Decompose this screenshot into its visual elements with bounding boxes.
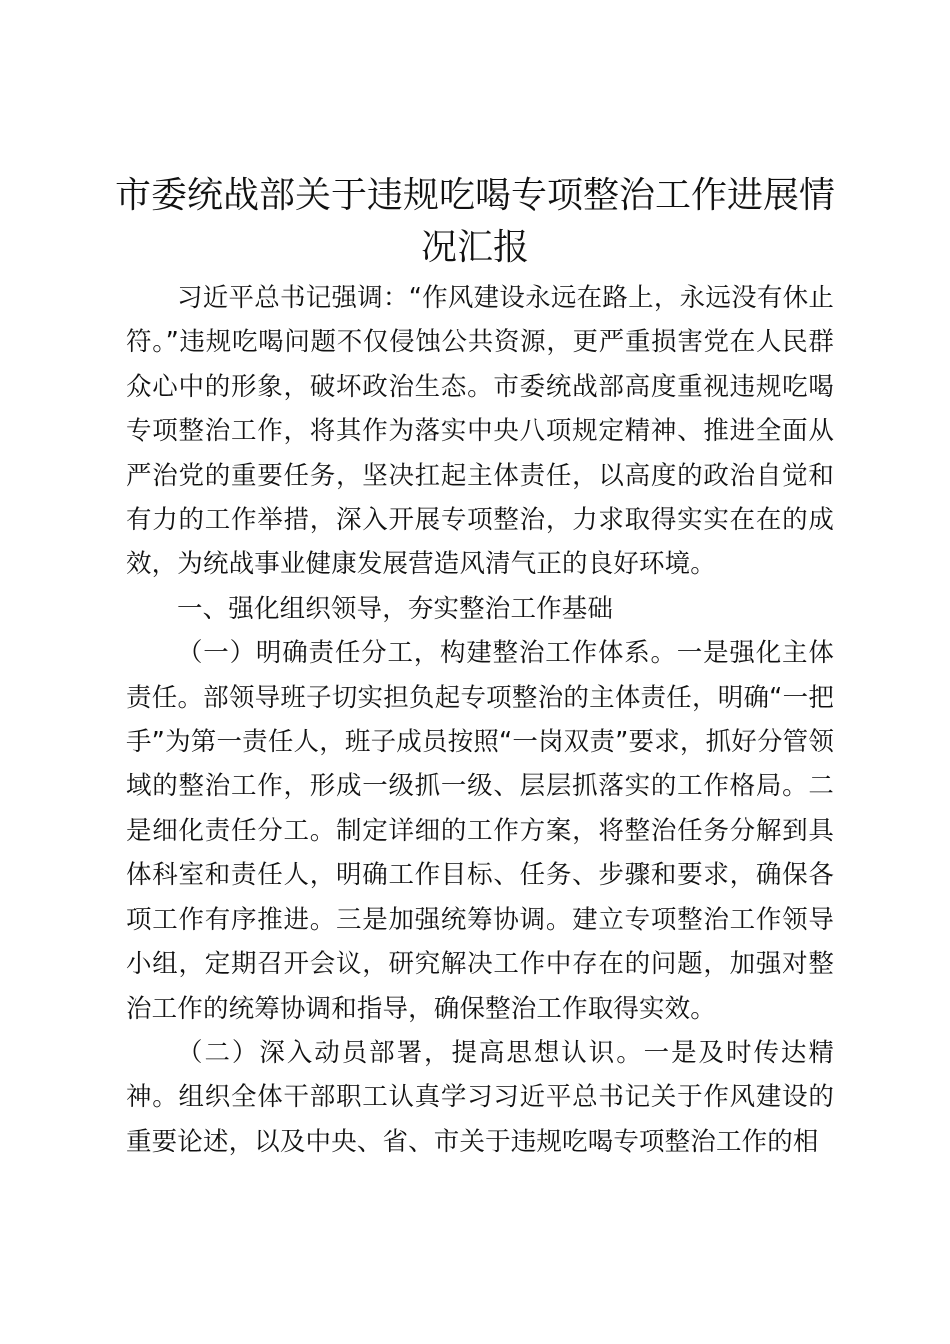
subsection-paragraph-2: （二）深入动员部署，提高思想认识。一是及时传达精神。组织全体干部职工认真学习习近平总书记关于作风建设的重要论述，以及中央、省、市关于违规吃喝专项整治工作的相 xyxy=(126,1037,834,1157)
intro-paragraph: 习近平总书记强调：“作风建设永远在路上，永远没有休止符。”违规吃喝问题不仅侵蚀公共资源，更严重损害党在人民群众心中的形象，破坏政治生态。市委统战部高度重视违规吃喝专项整治工作，将其作为落实中央八项规定精神、推进全面从严治党的重要任务，坚决扛起主体责任，以高度的政治自觉和有力的工作举措，深入开展专项整治，力求取得实实在在的成效，为统战事业健康发展营造风清气正的良好环境。 xyxy=(126,283,834,580)
document-body xyxy=(126,276,834,1164)
subsection-paragraph-1: （一）明确责任分工，构建整治工作体系。一是强化主体责任。部领导班子切实担负起专项整治的主体责任，明确“一把手”为第一责任人，班子成员按照“一岗双责”要求，抓好分管领域的整治工作，形成一级抓一级、层层抓落实的工作格局。二是细化责任分工。制定详细的工作方案，将整治任务分解到具体科室和责任人，明确工作目标、任务、步骤和要求，确保各项工作有序推进。三是加强统筹协调。建立专项整治工作领导小组，定期召开会议，研究解决工作中存在的问题，加强对整治工作的统筹协调和指导，确保整治工作取得实效。 xyxy=(126,638,834,1024)
section-heading: 一、强化组织领导，夯实整治工作基础 xyxy=(177,593,614,624)
document-title: 市委统战部关于违规吃喝专项整治工作进展情况汇报 xyxy=(114,175,835,268)
